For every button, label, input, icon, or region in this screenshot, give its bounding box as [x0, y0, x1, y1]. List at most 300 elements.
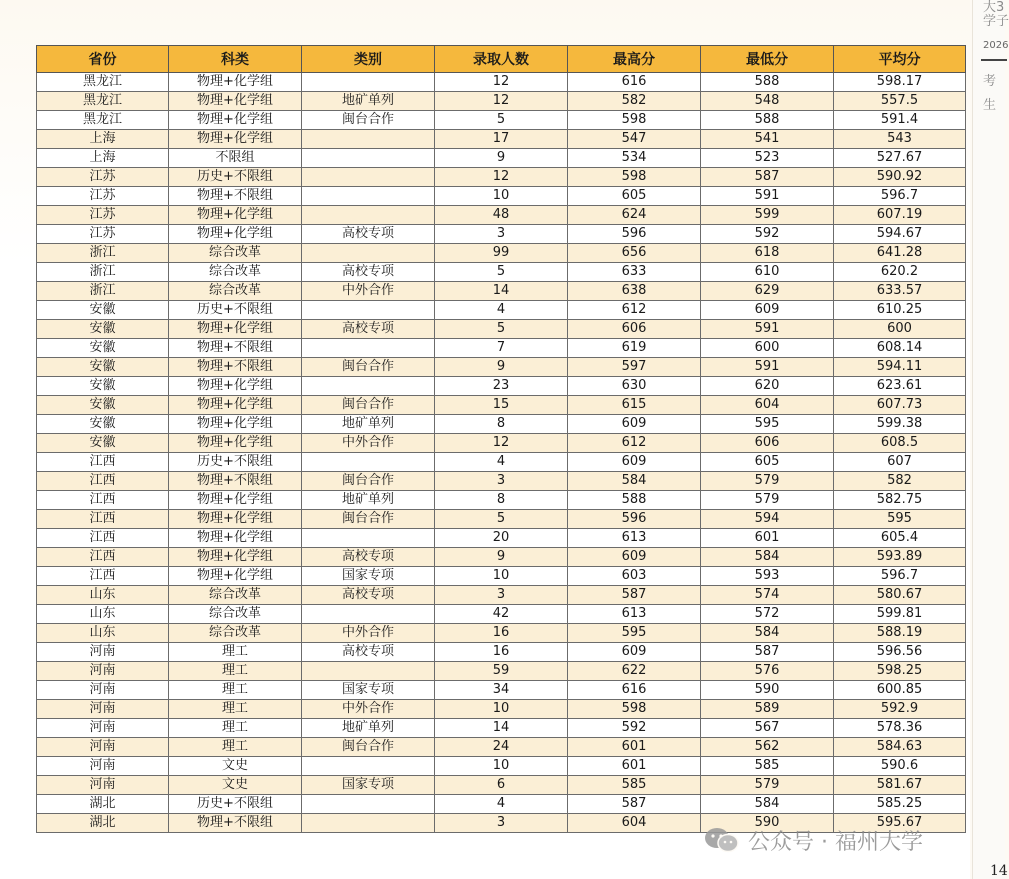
cell-admitted: 17: [435, 130, 568, 149]
cell-max-score: 613: [568, 605, 701, 624]
cell-subject: 综合改革: [169, 605, 302, 624]
cell-avg-score: 590.92: [834, 168, 966, 187]
cell-max-score: 587: [568, 586, 701, 605]
cell-max-score: 633: [568, 263, 701, 282]
cell-province: 黑龙江: [37, 73, 169, 92]
cell-max-score: 609: [568, 643, 701, 662]
cell-category: 中外合作: [302, 434, 435, 453]
cell-province: 山东: [37, 586, 169, 605]
cell-subject: 物理+不限组: [169, 358, 302, 377]
table-header-row: [37, 46, 966, 73]
cell-admitted: 6: [435, 776, 568, 795]
cell-max-score: 604: [568, 814, 701, 833]
cell-min-score: 576: [701, 662, 834, 681]
cell-province: 黑龙江: [37, 111, 169, 130]
cell-category: [302, 814, 435, 833]
admission-score-table: [36, 45, 966, 833]
cell-max-score: 609: [568, 548, 701, 567]
cell-min-score: 579: [701, 472, 834, 491]
cell-category: [302, 149, 435, 168]
cell-avg-score: 605.4: [834, 529, 966, 548]
cell-subject: 历史+不限组: [169, 301, 302, 320]
cell-max-score: 603: [568, 567, 701, 586]
cell-avg-score: 600.85: [834, 681, 966, 700]
cell-admitted: 12: [435, 92, 568, 111]
cell-category: 中外合作: [302, 700, 435, 719]
cell-admitted: 7: [435, 339, 568, 358]
table-row: [37, 244, 966, 263]
cell-subject: 物理+化学组: [169, 491, 302, 510]
cell-max-score: 598: [568, 700, 701, 719]
cell-avg-score: 590.6: [834, 757, 966, 776]
cell-province: 江西: [37, 491, 169, 510]
cell-avg-score: 527.67: [834, 149, 966, 168]
cell-max-score: 601: [568, 738, 701, 757]
cell-avg-score: 610.25: [834, 301, 966, 320]
sidebar-line-1: 大3: [983, 0, 1005, 15]
cell-min-score: 593: [701, 567, 834, 586]
cell-avg-score: 599.81: [834, 605, 966, 624]
header-category: 类别: [302, 46, 435, 73]
cell-max-score: 534: [568, 149, 701, 168]
table-row: [37, 434, 966, 453]
table-row: [37, 263, 966, 282]
cell-min-score: 584: [701, 795, 834, 814]
cell-avg-score: 593.89: [834, 548, 966, 567]
cell-min-score: 629: [701, 282, 834, 301]
cell-province: 安徽: [37, 434, 169, 453]
cell-admitted: 23: [435, 377, 568, 396]
cell-max-score: 612: [568, 434, 701, 453]
cell-category: 地矿单列: [302, 415, 435, 434]
cell-avg-score: 585.25: [834, 795, 966, 814]
table-row: [37, 738, 966, 757]
cell-avg-score: 607: [834, 453, 966, 472]
cell-subject: 物理+不限组: [169, 814, 302, 833]
cell-min-score: 599: [701, 206, 834, 225]
cell-admitted: 12: [435, 73, 568, 92]
cell-category: 高校专项: [302, 320, 435, 339]
header-subject: 科类: [169, 46, 302, 73]
cell-province: 河南: [37, 719, 169, 738]
table-row: [37, 624, 966, 643]
header-admitted: 录取人数: [435, 46, 568, 73]
sidebar-rule: [981, 59, 1007, 61]
cell-subject: 历史+不限组: [169, 168, 302, 187]
cell-avg-score: 582: [834, 472, 966, 491]
cell-subject: 理工: [169, 700, 302, 719]
cell-avg-score: 588.19: [834, 624, 966, 643]
cell-province: 河南: [37, 662, 169, 681]
cell-admitted: 10: [435, 700, 568, 719]
cell-admitted: 48: [435, 206, 568, 225]
header-min-score: 最低分: [701, 46, 834, 73]
table-row: [37, 320, 966, 339]
cell-subject: 物理+化学组: [169, 567, 302, 586]
cell-admitted: 59: [435, 662, 568, 681]
cell-province: 山东: [37, 605, 169, 624]
cell-avg-score: 594.11: [834, 358, 966, 377]
cell-min-score: 584: [701, 548, 834, 567]
cell-province: 江西: [37, 529, 169, 548]
cell-subject: 综合改革: [169, 263, 302, 282]
table-body: [37, 73, 966, 833]
cell-subject: 物理+化学组: [169, 111, 302, 130]
cell-avg-score: 557.5: [834, 92, 966, 111]
cell-admitted: 3: [435, 814, 568, 833]
cell-avg-score: 578.36: [834, 719, 966, 738]
table-row: [37, 548, 966, 567]
cell-province: 河南: [37, 738, 169, 757]
cell-category: 闽台合作: [302, 510, 435, 529]
table-row: [37, 396, 966, 415]
cell-avg-score: 584.63: [834, 738, 966, 757]
cell-max-score: 596: [568, 225, 701, 244]
cell-min-score: 584: [701, 624, 834, 643]
cell-min-score: 620: [701, 377, 834, 396]
cell-max-score: 616: [568, 681, 701, 700]
cell-admitted: 9: [435, 548, 568, 567]
sidebar-label-1: 考: [983, 74, 997, 89]
cell-min-score: 610: [701, 263, 834, 282]
cell-category: [302, 187, 435, 206]
cell-subject: 物理+化学组: [169, 396, 302, 415]
cell-max-score: 624: [568, 206, 701, 225]
cell-category: 高校专项: [302, 225, 435, 244]
cell-admitted: 12: [435, 168, 568, 187]
cell-avg-score: 598.25: [834, 662, 966, 681]
cell-province: 江苏: [37, 187, 169, 206]
cell-min-score: 572: [701, 605, 834, 624]
cell-category: 高校专项: [302, 263, 435, 282]
cell-category: [302, 130, 435, 149]
table-row: [37, 187, 966, 206]
cell-max-score: 582: [568, 92, 701, 111]
cell-max-score: 612: [568, 301, 701, 320]
cell-min-score: 604: [701, 396, 834, 415]
cell-subject: 理工: [169, 643, 302, 662]
cell-admitted: 9: [435, 358, 568, 377]
cell-avg-score: 594.67: [834, 225, 966, 244]
cell-subject: 物理+化学组: [169, 130, 302, 149]
table-row: [37, 586, 966, 605]
cell-category: 高校专项: [302, 548, 435, 567]
cell-subject: 物理+不限组: [169, 339, 302, 358]
cell-admitted: 4: [435, 301, 568, 320]
cell-province: 上海: [37, 149, 169, 168]
cell-category: 中外合作: [302, 282, 435, 301]
cell-min-score: 591: [701, 187, 834, 206]
cell-min-score: 574: [701, 586, 834, 605]
table-row: [37, 415, 966, 434]
cell-max-score: 598: [568, 168, 701, 187]
cell-category: [302, 244, 435, 263]
cell-category: [302, 206, 435, 225]
cell-max-score: 597: [568, 358, 701, 377]
cell-avg-score: 608.5: [834, 434, 966, 453]
cell-province: 江苏: [37, 168, 169, 187]
cell-max-score: 588: [568, 491, 701, 510]
cell-avg-score: 592.9: [834, 700, 966, 719]
cell-category: [302, 73, 435, 92]
cell-min-score: 592: [701, 225, 834, 244]
cell-category: [302, 301, 435, 320]
cell-subject: 理工: [169, 738, 302, 757]
cell-subject: 物理+化学组: [169, 225, 302, 244]
cell-admitted: 42: [435, 605, 568, 624]
cell-subject: 文史: [169, 776, 302, 795]
cell-category: 高校专项: [302, 643, 435, 662]
table-row: [37, 700, 966, 719]
cell-min-score: 601: [701, 529, 834, 548]
cell-admitted: 16: [435, 643, 568, 662]
cell-subject: 综合改革: [169, 586, 302, 605]
cell-min-score: 585: [701, 757, 834, 776]
cell-min-score: 567: [701, 719, 834, 738]
cell-min-score: 605: [701, 453, 834, 472]
table-row: [37, 662, 966, 681]
cell-max-score: 656: [568, 244, 701, 263]
cell-avg-score: 543: [834, 130, 966, 149]
cell-min-score: 589: [701, 700, 834, 719]
table-row: [37, 719, 966, 738]
cell-province: 河南: [37, 681, 169, 700]
cell-province: 江西: [37, 453, 169, 472]
cell-min-score: 579: [701, 491, 834, 510]
table-row: [37, 453, 966, 472]
cell-min-score: 562: [701, 738, 834, 757]
cell-min-score: 587: [701, 168, 834, 187]
cell-avg-score: 598.17: [834, 73, 966, 92]
cell-category: [302, 339, 435, 358]
cell-category: 地矿单列: [302, 92, 435, 111]
cell-max-score: 592: [568, 719, 701, 738]
cell-avg-score: 641.28: [834, 244, 966, 263]
cell-category: 闽台合作: [302, 472, 435, 491]
cell-min-score: 548: [701, 92, 834, 111]
cell-province: 江西: [37, 472, 169, 491]
table-row: [37, 472, 966, 491]
cell-subject: 物理+化学组: [169, 434, 302, 453]
table-row: [37, 339, 966, 358]
cell-category: [302, 795, 435, 814]
cell-category: [302, 168, 435, 187]
table-row: [37, 111, 966, 130]
table-row: [37, 643, 966, 662]
cell-subject: 物理+化学组: [169, 548, 302, 567]
cell-category: [302, 453, 435, 472]
header-province: 省份: [37, 46, 169, 73]
cell-province: 湖北: [37, 814, 169, 833]
cell-province: 河南: [37, 700, 169, 719]
cell-min-score: 594: [701, 510, 834, 529]
cell-province: 河南: [37, 776, 169, 795]
cell-subject: 物理+化学组: [169, 92, 302, 111]
cell-admitted: 20: [435, 529, 568, 548]
cell-admitted: 24: [435, 738, 568, 757]
cell-category: 地矿单列: [302, 719, 435, 738]
cell-category: 闽台合作: [302, 396, 435, 415]
cell-max-score: 601: [568, 757, 701, 776]
cell-admitted: 10: [435, 187, 568, 206]
cell-max-score: 595: [568, 624, 701, 643]
cell-subject: 物理+化学组: [169, 73, 302, 92]
cell-admitted: 9: [435, 149, 568, 168]
cell-province: 安徽: [37, 320, 169, 339]
cell-subject: 综合改革: [169, 282, 302, 301]
cell-subject: 物理+化学组: [169, 320, 302, 339]
cell-province: 河南: [37, 757, 169, 776]
page-number: 14: [990, 863, 1008, 879]
cell-avg-score: 596.7: [834, 187, 966, 206]
table-row: [37, 149, 966, 168]
cell-min-score: 541: [701, 130, 834, 149]
header-avg-score: 平均分: [834, 46, 966, 73]
cell-subject: 理工: [169, 662, 302, 681]
cell-max-score: 638: [568, 282, 701, 301]
cell-category: [302, 377, 435, 396]
table-row: [37, 282, 966, 301]
cell-avg-score: 595: [834, 510, 966, 529]
table-row: [37, 776, 966, 795]
cell-avg-score: 607.19: [834, 206, 966, 225]
cell-province: 山东: [37, 624, 169, 643]
cell-avg-score: 580.67: [834, 586, 966, 605]
cell-max-score: 598: [568, 111, 701, 130]
table-row: [37, 605, 966, 624]
cell-admitted: 5: [435, 263, 568, 282]
cell-admitted: 3: [435, 586, 568, 605]
cell-avg-score: 600: [834, 320, 966, 339]
cell-max-score: 613: [568, 529, 701, 548]
cell-min-score: 590: [701, 681, 834, 700]
watermark-text: 公众号 · 福州大学: [748, 829, 923, 855]
cell-max-score: 606: [568, 320, 701, 339]
cell-category: 闽台合作: [302, 358, 435, 377]
cell-min-score: 588: [701, 111, 834, 130]
cell-subject: 文史: [169, 757, 302, 776]
table-row: [37, 168, 966, 187]
cell-subject: 物理+不限组: [169, 472, 302, 491]
table-row: [37, 130, 966, 149]
cell-min-score: 523: [701, 149, 834, 168]
cell-province: 浙江: [37, 282, 169, 301]
cell-avg-score: 623.61: [834, 377, 966, 396]
cell-avg-score: 595.67: [834, 814, 966, 833]
table-row: [37, 567, 966, 586]
cell-subject: 理工: [169, 719, 302, 738]
cell-subject: 物理+化学组: [169, 206, 302, 225]
cell-province: 江西: [37, 510, 169, 529]
cell-subject: 综合改革: [169, 244, 302, 263]
cell-subject: 物理+化学组: [169, 529, 302, 548]
table-row: [37, 92, 966, 111]
cell-province: 安徽: [37, 301, 169, 320]
cell-avg-score: 591.4: [834, 111, 966, 130]
cell-avg-score: 596.7: [834, 567, 966, 586]
table-row: [37, 529, 966, 548]
cell-max-score: 587: [568, 795, 701, 814]
cell-category: [302, 605, 435, 624]
cell-avg-score: 608.14: [834, 339, 966, 358]
cell-subject: 物理+化学组: [169, 510, 302, 529]
cell-admitted: 10: [435, 567, 568, 586]
table-row: [37, 795, 966, 814]
cell-admitted: 12: [435, 434, 568, 453]
cell-avg-score: 581.67: [834, 776, 966, 795]
cell-avg-score: 633.57: [834, 282, 966, 301]
table-row: [37, 510, 966, 529]
cell-admitted: 3: [435, 225, 568, 244]
cell-category: [302, 529, 435, 548]
cell-min-score: 590: [701, 814, 834, 833]
table-row: [37, 73, 966, 92]
cell-province: 安徽: [37, 396, 169, 415]
cell-category: 国家专项: [302, 567, 435, 586]
cell-subject: 不限组: [169, 149, 302, 168]
cell-province: 安徽: [37, 339, 169, 358]
watermark: [702, 826, 923, 854]
cell-admitted: 34: [435, 681, 568, 700]
cell-province: 安徽: [37, 377, 169, 396]
wechat-icon: [702, 826, 742, 854]
cell-category: [302, 662, 435, 681]
cell-category: [302, 757, 435, 776]
cell-min-score: 587: [701, 643, 834, 662]
cell-admitted: 4: [435, 795, 568, 814]
cell-subject: 历史+不限组: [169, 453, 302, 472]
cell-admitted: 8: [435, 415, 568, 434]
cell-avg-score: 607.73: [834, 396, 966, 415]
cell-category: 中外合作: [302, 624, 435, 643]
cell-province: 浙江: [37, 244, 169, 263]
cell-admitted: 4: [435, 453, 568, 472]
cell-admitted: 10: [435, 757, 568, 776]
cell-province: 河南: [37, 643, 169, 662]
sidebar-line-2: 学子: [983, 14, 1009, 29]
sidebar-label-2: 生: [983, 98, 997, 113]
cell-subject: 综合改革: [169, 624, 302, 643]
cell-category: 高校专项: [302, 586, 435, 605]
cell-admitted: 15: [435, 396, 568, 415]
table-row: [37, 225, 966, 244]
cell-category: 国家专项: [302, 776, 435, 795]
cell-subject: 物理+化学组: [169, 415, 302, 434]
cell-admitted: 99: [435, 244, 568, 263]
cell-subject: 物理+化学组: [169, 377, 302, 396]
adjacent-page-edge: [972, 0, 1009, 879]
cell-max-score: 609: [568, 453, 701, 472]
cell-admitted: 16: [435, 624, 568, 643]
cell-max-score: 630: [568, 377, 701, 396]
cell-avg-score: 582.75: [834, 491, 966, 510]
table-row: [37, 358, 966, 377]
cell-avg-score: 596.56: [834, 643, 966, 662]
cell-admitted: 5: [435, 320, 568, 339]
cell-province: 江苏: [37, 225, 169, 244]
cell-province: 江西: [37, 567, 169, 586]
cell-admitted: 3: [435, 472, 568, 491]
cell-admitted: 14: [435, 282, 568, 301]
cell-category: 闽台合作: [302, 111, 435, 130]
cell-category: 国家专项: [302, 681, 435, 700]
cell-min-score: 606: [701, 434, 834, 453]
cell-min-score: 591: [701, 320, 834, 339]
cell-province: 黑龙江: [37, 92, 169, 111]
cell-min-score: 591: [701, 358, 834, 377]
cell-max-score: 615: [568, 396, 701, 415]
table-row: [37, 206, 966, 225]
